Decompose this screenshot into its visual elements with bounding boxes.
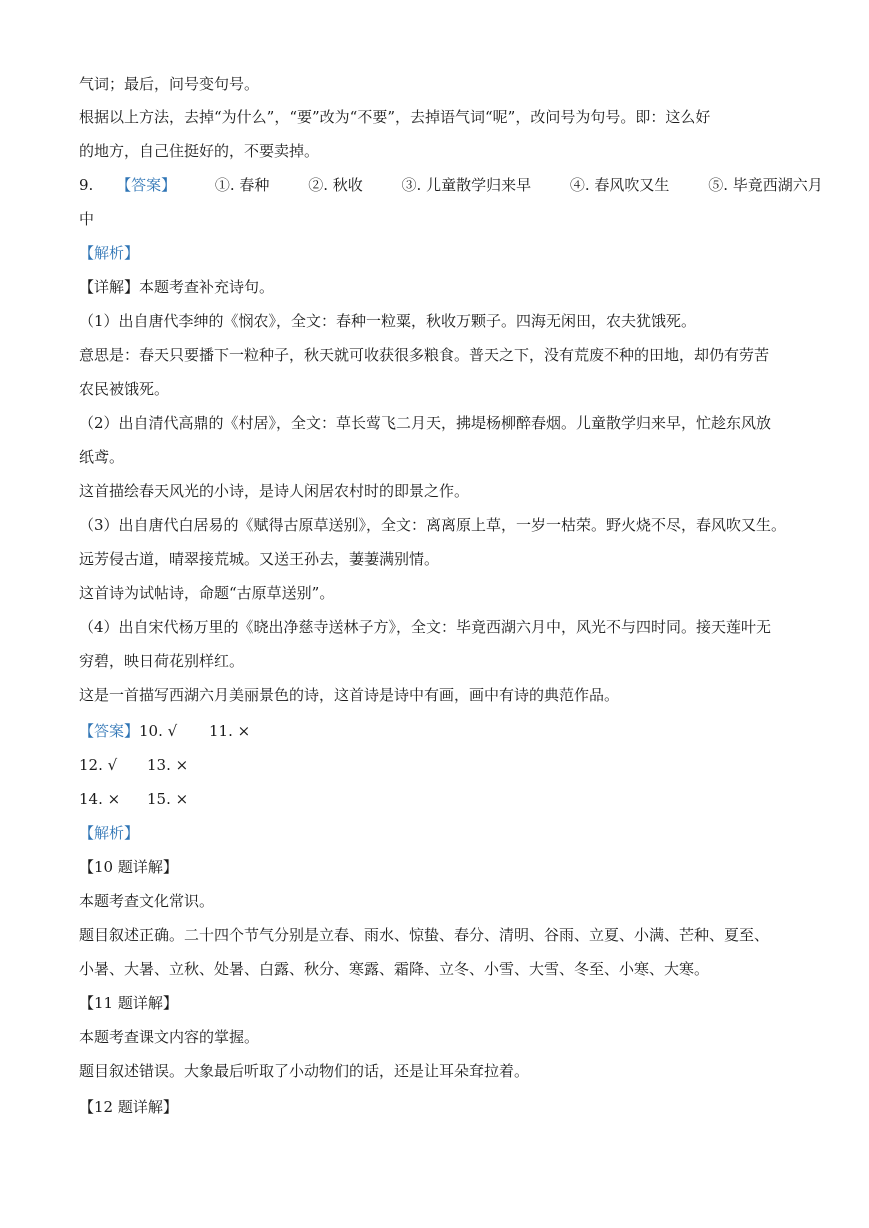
answer-tag: 【答案】 [116, 176, 177, 194]
text-line: 本题考查文化常识。 [79, 892, 215, 910]
answer-14: 14. × [79, 790, 121, 808]
answer-option: ③. 儿童散学归来早 [401, 176, 532, 194]
text-line: 穷碧，映日荷花别样红。 [79, 652, 245, 670]
answer-15: 15. × [147, 790, 189, 808]
text-line: （2）出自清代高鼎的《村居》，全文：草长莺飞二月天，拂堤杨柳醉春烟。儿童散学归来早，忙趁东风放 [79, 414, 772, 432]
answer-10: 10. √ [139, 722, 178, 740]
answers-row-12-13 [79, 754, 829, 776]
text-line: 这是一首描写西湖六月美丽景色的诗，这首诗是诗中有画，画中有诗的典范作品。 [79, 686, 620, 704]
text-line: 意思是：春天只要播下一粒种子，秋天就可收获很多粮食。普天之下，没有荒废不种的田地，却仍有劳苦 [79, 346, 770, 364]
answer-12: 12. √ [79, 756, 118, 774]
text-line: 的地方，自己住挺好的，不要卖掉。 [79, 142, 320, 160]
text-line: （4）出自宋代杨万里的《晓出净慈寺送林子方》，全文：毕竟西湖六月中，风光不与四时同。接天莲叶无 [79, 618, 772, 636]
text-line: 远芳侵古道，晴翠接荒城。又送王孙去，萋萋满别情。 [79, 550, 440, 568]
answer-tag: 【答案】 [79, 722, 140, 740]
text-line: 纸鸢。 [79, 448, 125, 466]
answers-row-14-15 [79, 788, 829, 810]
text-line: 农民被饿死。 [79, 380, 170, 398]
section-heading: 【10 题详解】 [79, 858, 178, 876]
text-line: 【详解】本题考查补充诗句。 [79, 278, 275, 296]
text-line: 这首诗为试帖诗，命题“古原草送别”。 [79, 584, 335, 602]
question-9-answer-row [79, 174, 829, 196]
answer-option: ②. 秋收 [308, 176, 363, 194]
text-line: 气词；最后，问号变句号。 [79, 75, 260, 93]
answer-option: ④. 春风吹又生 [569, 176, 670, 194]
text-line: （1）出自唐代李绅的《悯农》，全文：春种一粒粟，秋收万颗子。四海无闲田，农夫犹饿死。 [79, 312, 697, 330]
question-number: 9. [79, 176, 94, 194]
text-line: 题目叙述正确。二十四个节气分别是立春、雨水、惊蛰、春分、清明、谷雨、立夏、小满、芒种、夏至、 [79, 926, 770, 944]
answer-option: ⑤. 毕竟西湖六月 [708, 176, 823, 194]
text-line: 中 [79, 210, 95, 228]
text-line: 本题考查课文内容的掌握。 [79, 1028, 260, 1046]
answer-11: 11. × [209, 722, 251, 740]
answers-row-10-11 [79, 720, 829, 742]
analysis-heading: 【解析】 [79, 244, 140, 262]
analysis-heading: 【解析】 [79, 824, 140, 842]
text-line: 小暑、大暑、立秋、处暑、白露、秋分、寒露、霜降、立冬、小雪、大雪、冬至、小寒、大寒。 [79, 960, 710, 978]
text-line: 这首描绘春天风光的小诗，是诗人闲居农村时的即景之作。 [79, 482, 470, 500]
section-heading: 【11 题详解】 [79, 994, 178, 1012]
text-line: 根据以上方法，去掉“为什么”，“要”改为“不要”，去掉语气词“呢”，改问号为句号。即：这么好 [79, 108, 711, 126]
text-line: （3）出自唐代白居易的《赋得古原草送别》，全文：离离原上草，一岁一枯荣。野火烧不尽，春风吹又生。 [79, 516, 787, 534]
answer-option: ①. 春种 [214, 176, 270, 194]
text-line: 题目叙述错误。大象最后听取了小动物们的话，还是让耳朵耷拉着。 [79, 1062, 530, 1080]
answer-13: 13. × [147, 756, 189, 774]
section-heading: 【12 题详解】 [79, 1098, 178, 1116]
